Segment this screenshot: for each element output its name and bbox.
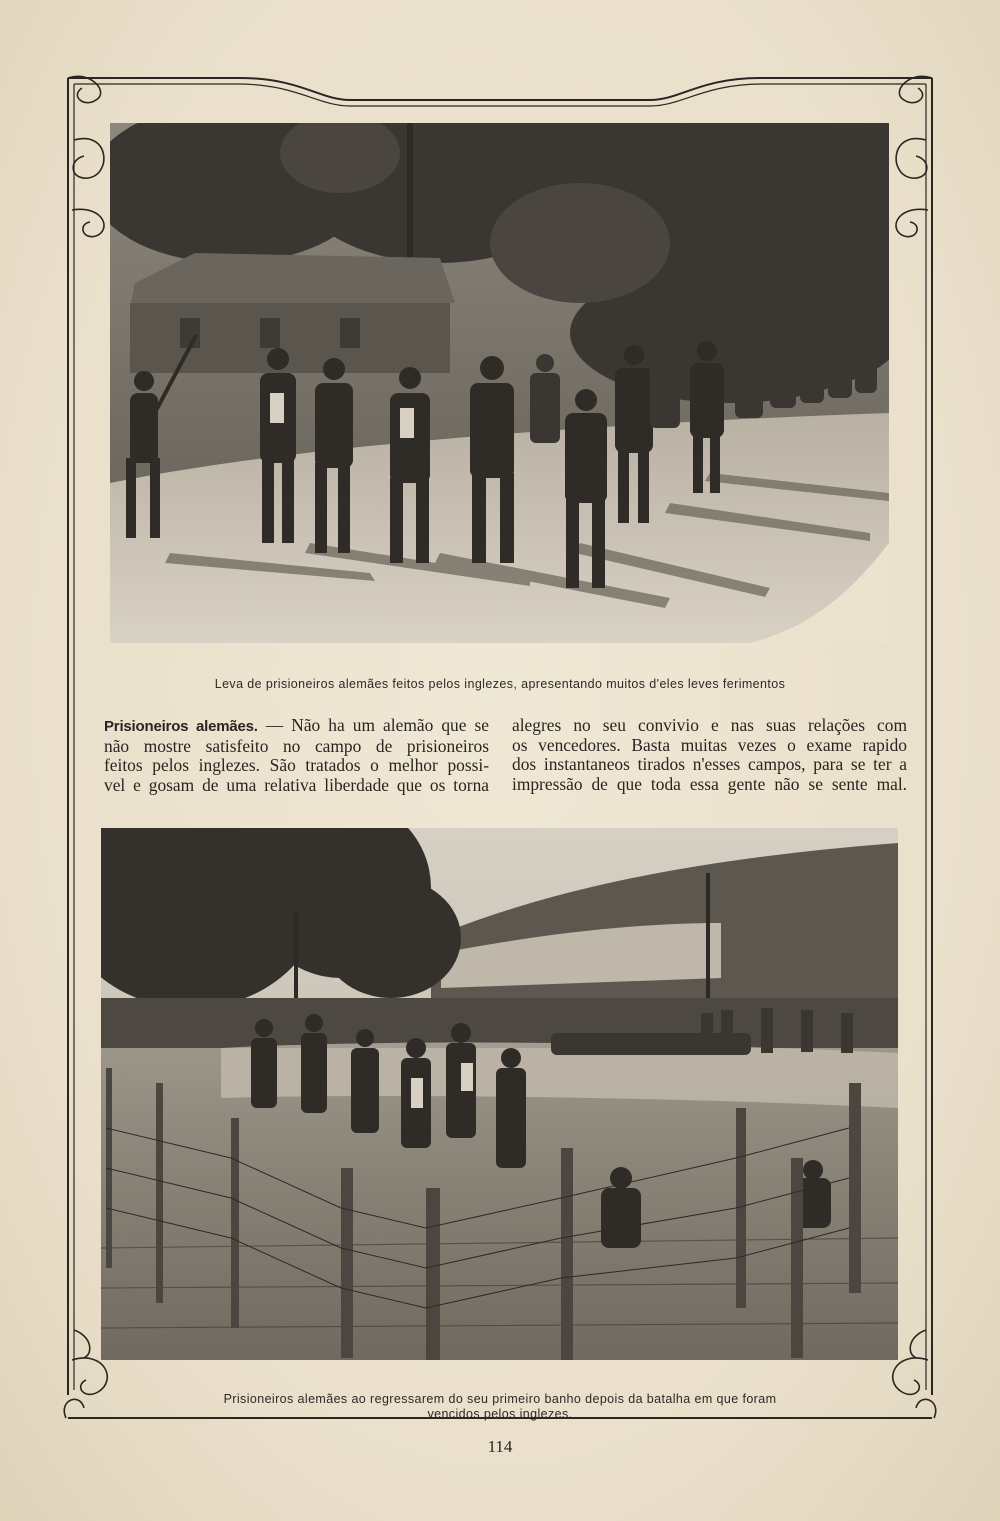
article-column-left <box>104 716 489 795</box>
photo-prisoners-marching <box>110 123 889 643</box>
article-line: feitos pelos inglezes. São tratados o melhor possi- <box>104 755 489 776</box>
photo-bottom-caption <box>140 1392 860 1422</box>
article-line: os vencedores. Basta muitas vezes o exame rapido <box>512 734 907 755</box>
article-column-right <box>512 716 907 794</box>
article-line: dos instantaneos tirados n'esses campos, para se ter a <box>512 754 907 775</box>
photo-prisoners-camp <box>101 828 898 1360</box>
caption-line: vencidos pelos inglezes. <box>427 1407 573 1421</box>
photo-top-caption: Leva de prisioneiros alemães feitos pelos inglezes, apresentando muitos d'eles leves ferimentos <box>214 677 786 691</box>
article-line: vel e gosam de uma relativa liberdade que os torna <box>104 774 489 795</box>
article-line: não mostre satisfeito no campo de prisioneiros <box>104 735 489 756</box>
article-line: alegres no seu convivio e nas suas relações com <box>512 715 907 735</box>
page-number: 114 <box>487 1437 513 1456</box>
article-line: impressão de que toda essa gente não se sente mal. <box>512 773 907 794</box>
caption-line: Prisioneiros alemães ao regressarem do seu primeiro banho depois da batalha em que foram <box>223 1392 777 1406</box>
article-line: Prisioneiros alemães. — Não ha um alemão que se <box>104 715 489 735</box>
article-lead: Prisioneiros alemães. <box>104 718 258 735</box>
